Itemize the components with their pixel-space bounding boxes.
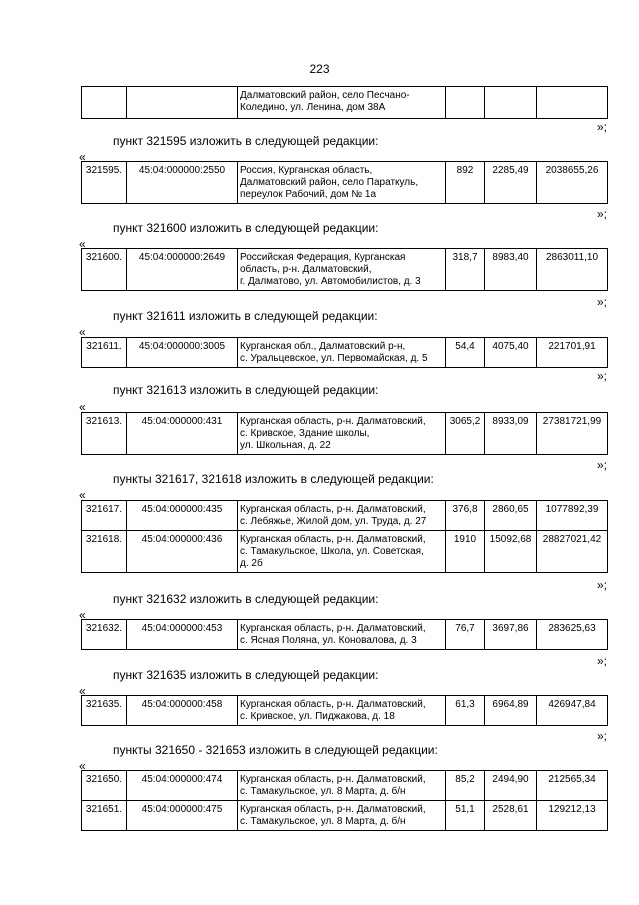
area-cell: 85,2 [446, 771, 485, 801]
total-cell: 212565,34 [537, 771, 608, 801]
cadastral-number-cell: 45:04:000000:2649 [127, 249, 238, 291]
address-cell [238, 249, 446, 291]
price-cell: 2494,90 [485, 771, 537, 801]
opening-quote: « [79, 608, 86, 622]
amendment-heading: пункт 321632 изложить в следующей редакции: [113, 592, 379, 606]
closing-quote: »; [596, 654, 607, 668]
opening-quote: « [79, 759, 86, 773]
price-cell: 3697,86 [485, 620, 537, 650]
closing-quote: »; [596, 369, 607, 383]
data-table [81, 86, 608, 119]
cadastral-number-cell: 45:04:000000:475 [127, 801, 238, 831]
cadastral-number-cell: 45:04:000000:436 [127, 531, 238, 573]
table-row [82, 413, 608, 455]
area-cell [446, 87, 485, 119]
total-cell: 283625,63 [537, 620, 608, 650]
area-cell: 892 [446, 162, 485, 204]
amendment-heading: пункт 321595 изложить в следующей редакции: [113, 134, 379, 148]
cadastral-number-cell: 45:04:000000:458 [127, 696, 238, 726]
opening-quote: « [79, 400, 86, 414]
opening-quote: « [79, 488, 86, 502]
cadastral-number-cell: 45:04:000000:435 [127, 501, 238, 531]
price-cell: 6964,89 [485, 696, 537, 726]
address-cell [238, 620, 446, 650]
table-row [82, 531, 608, 573]
address-line: Далматовский район, село Песчано- [240, 90, 410, 101]
address-line: Курганская область, р-н. Далматовский, [240, 534, 426, 545]
price-cell: 8933,09 [485, 413, 537, 455]
closing-quote: »; [596, 458, 607, 472]
closing-quote: »; [596, 207, 607, 221]
table-row [82, 87, 608, 119]
address-line: Курганская область, р-н. Далматовский, [240, 774, 426, 785]
table-row [82, 696, 608, 726]
closing-quote: »; [596, 120, 607, 134]
address-line: с. Уральцевское, ул. Первомайская, д. 5 [240, 353, 428, 364]
address-line: Курганская область, р-н. Далматовский, [240, 416, 426, 427]
row-number-cell: 321651. [82, 801, 127, 831]
total-cell: 426947,84 [537, 696, 608, 726]
total-cell [537, 87, 608, 119]
address-cell [238, 87, 446, 119]
address-line: с. Кривское, Здание школы, [240, 428, 370, 439]
area-cell: 61,3 [446, 696, 485, 726]
page-number: 223 [309, 62, 330, 76]
price-cell: 2285,49 [485, 162, 537, 204]
amendment-heading: пункт 321611 изложить в следующей редакции: [113, 309, 378, 323]
table-row [82, 620, 608, 650]
total-cell: 1077892,39 [537, 501, 608, 531]
price-cell: 2860,65 [485, 501, 537, 531]
amendment-heading: пункт 321613 изложить в следующей редакции: [113, 383, 379, 397]
cadastral-number-cell [127, 87, 238, 119]
area-cell: 3065,2 [446, 413, 485, 455]
row-number-cell: 321617. [82, 501, 127, 531]
address-line: с. Ясная Поляна, ул. Коновалова, д. 3 [240, 635, 417, 646]
address-cell [238, 771, 446, 801]
cadastral-number-cell: 45:04:000000:474 [127, 771, 238, 801]
table-row [82, 162, 608, 204]
cadastral-number-cell: 45:04:000000:2550 [127, 162, 238, 204]
opening-quote: « [79, 325, 86, 339]
address-line: с. Тамакульское, Школа, ул. Советская, [240, 546, 424, 557]
total-cell: 2038655,26 [537, 162, 608, 204]
row-number-cell [82, 87, 127, 119]
opening-quote: « [79, 684, 86, 698]
address-cell [238, 338, 446, 368]
price-cell: 15092,68 [485, 531, 537, 573]
opening-quote: « [79, 150, 86, 164]
address-line: Далматовский район, село Параткуль, [240, 177, 419, 188]
amendment-heading: пункты 321650 - 321653 изложить в следующей редакции: [113, 743, 438, 757]
address-cell [238, 696, 446, 726]
area-cell: 376,8 [446, 501, 485, 531]
address-line: с. Лебяжье, Жилой дом, ул. Труда, д. 27 [240, 516, 427, 527]
address-line: Курганская обл., Далматовский р-н, [240, 341, 406, 352]
row-number-cell: 321613. [82, 413, 127, 455]
address-cell [238, 501, 446, 531]
address-line: ул. Школьная, д. 22 [240, 440, 331, 451]
data-table [81, 770, 608, 831]
address-line: г. Далматово, ул. Автомобилистов, д. 3 [240, 276, 421, 287]
amendment-heading: пункт 321635 изложить в следующей редакции: [113, 668, 379, 682]
address-line: с. Тамакульское, ул. 8 Марта, д. б/н [240, 786, 406, 797]
address-line: переулок Рабочий, дом № 1а [240, 189, 377, 200]
row-number-cell: 321650. [82, 771, 127, 801]
row-number-cell: 321600. [82, 249, 127, 291]
total-cell: 2863011,10 [537, 249, 608, 291]
cadastral-number-cell: 45:04:000000:3005 [127, 338, 238, 368]
total-cell: 221701,91 [537, 338, 608, 368]
price-cell: 8983,40 [485, 249, 537, 291]
address-line: с. Тамакульское, ул. 8 Марта, д. б/н [240, 816, 406, 827]
price-cell: 4075,40 [485, 338, 537, 368]
table-row [82, 801, 608, 831]
data-table [81, 161, 608, 204]
amendment-heading: пункты 321617, 321618 изложить в следующей редакции: [113, 472, 434, 486]
table-row [82, 501, 608, 531]
area-cell: 76,7 [446, 620, 485, 650]
address-line: д. 2б [240, 558, 263, 569]
data-table [81, 337, 608, 368]
amendment-heading: пункт 321600 изложить в следующей редакции: [113, 221, 379, 235]
data-table [81, 248, 608, 291]
total-cell: 28827021,42 [537, 531, 608, 573]
closing-quote: »; [596, 295, 607, 309]
closing-quote: »; [596, 578, 607, 592]
address-cell [238, 162, 446, 204]
table-row [82, 771, 608, 801]
address-line: Курганская область, р-н. Далматовский, [240, 804, 426, 815]
price-cell: 2528,61 [485, 801, 537, 831]
data-table [81, 500, 608, 573]
total-cell: 129212,13 [537, 801, 608, 831]
address-line: Россия, Курганская область, [240, 165, 373, 176]
row-number-cell: 321611. [82, 338, 127, 368]
data-table [81, 412, 608, 455]
address-line: с. Кривское, ул. Пиджакова, д. 18 [240, 711, 395, 722]
cadastral-number-cell: 45:04:000000:431 [127, 413, 238, 455]
address-line: Российская Федерация, Курганская [240, 252, 406, 263]
address-line: Курганская область, р-н. Далматовский, [240, 699, 426, 710]
cadastral-number-cell: 45:04:000000:453 [127, 620, 238, 650]
row-number-cell: 321618. [82, 531, 127, 573]
table-row [82, 249, 608, 291]
data-table [81, 695, 608, 726]
row-number-cell: 321595. [82, 162, 127, 204]
area-cell: 54,4 [446, 338, 485, 368]
address-line: область, р-н. Далматовский, [240, 264, 372, 275]
opening-quote: « [79, 237, 86, 251]
address-cell [238, 531, 446, 573]
price-cell [485, 87, 537, 119]
area-cell: 1910 [446, 531, 485, 573]
area-cell: 318,7 [446, 249, 485, 291]
table-row [82, 338, 608, 368]
data-table [81, 619, 608, 650]
address-line: Курганская область, р-н. Далматовский, [240, 504, 426, 515]
address-line: Коледино, ул. Ленина, дом 38А [240, 102, 386, 113]
address-cell [238, 413, 446, 455]
total-cell: 27381721,99 [537, 413, 608, 455]
area-cell: 51,1 [446, 801, 485, 831]
row-number-cell: 321635. [82, 696, 127, 726]
address-line: Курганская область, р-н. Далматовский, [240, 623, 426, 634]
address-cell [238, 801, 446, 831]
closing-quote: »; [596, 729, 607, 743]
row-number-cell: 321632. [82, 620, 127, 650]
